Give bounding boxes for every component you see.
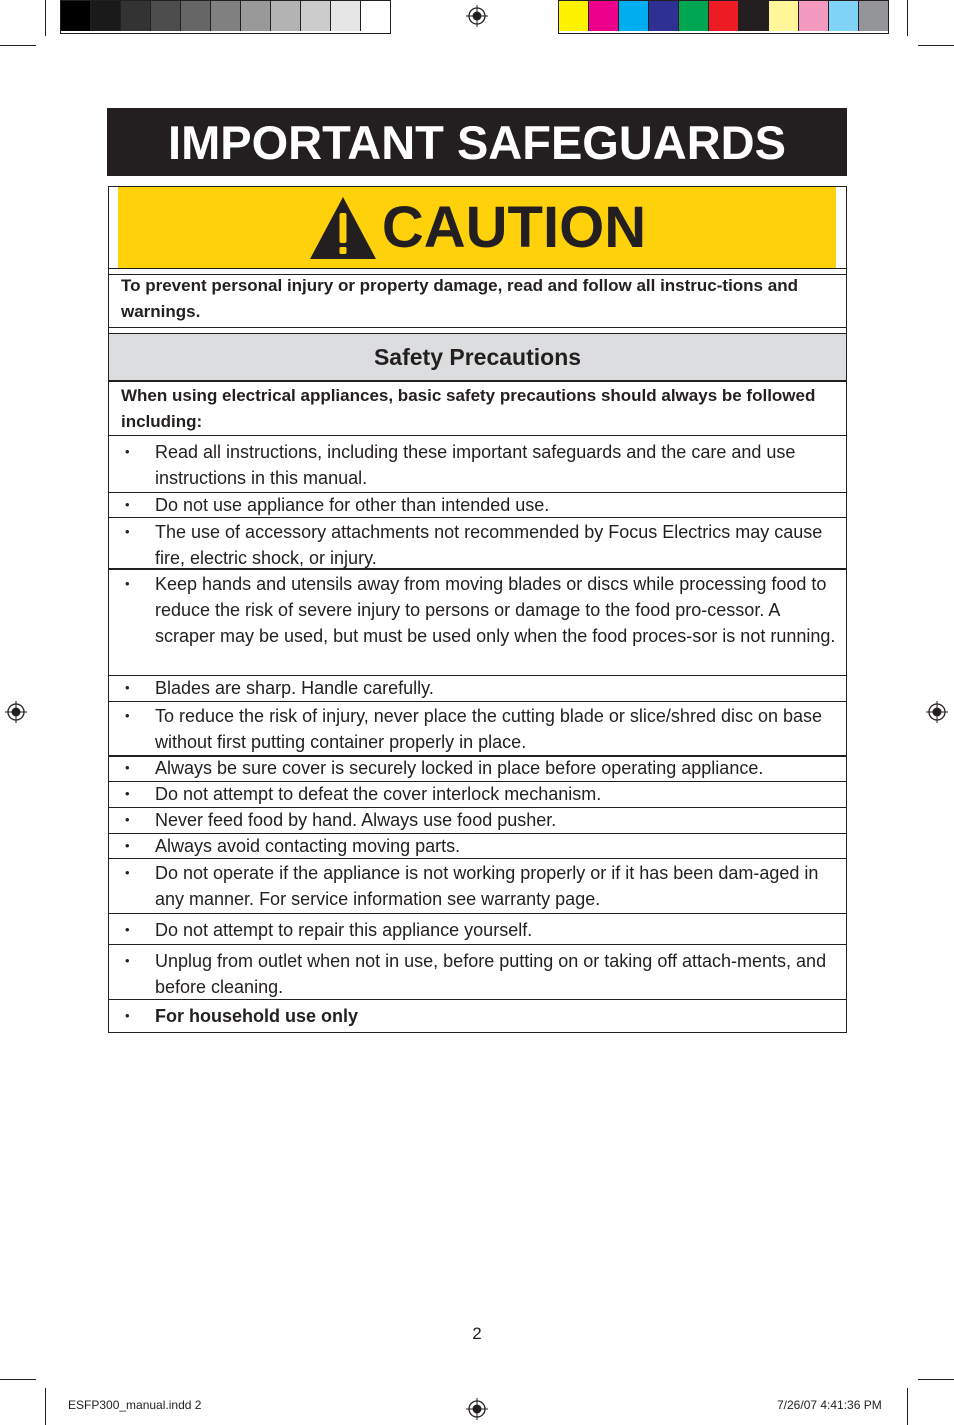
process-color-bar: [558, 0, 889, 34]
list-item-text: Keep hands and utensils away from moving blades or discs while processing food to reduce the risk of severe injury to persons or damage to the food pro-cessor. A scraper may be used, but must be used only when the food proces-sor is not running.: [155, 574, 836, 646]
caution-banner: [118, 187, 836, 268]
list-item-text: Always avoid contacting moving parts.: [155, 836, 461, 856]
list-item: [109, 569, 846, 675]
registration-mark-icon: [926, 701, 948, 723]
color-swatch: [301, 1, 331, 31]
color-swatch: [679, 1, 709, 31]
color-swatch: [589, 1, 619, 31]
bullet: •: [125, 786, 130, 801]
page-number: 2: [472, 1324, 482, 1343]
intro-warning: To prevent personal injury or property damage, read and follow all instruc-tions and warnings.: [121, 276, 798, 321]
bullet: •: [125, 1008, 130, 1023]
bullet: •: [125, 865, 130, 880]
warning-triangle-icon: [308, 195, 378, 261]
list-item-text: Unplug from outlet when not in use, before putting on or taking off attach-ments, and before cleaning.: [155, 951, 827, 997]
color-swatch: [619, 1, 649, 31]
color-swatch: [649, 1, 679, 31]
crop-mark: [0, 1379, 36, 1380]
color-swatch: [709, 1, 739, 31]
color-swatch: [769, 1, 799, 31]
color-swatch: [91, 1, 121, 31]
list-item: [109, 702, 846, 755]
registration-mark-icon: [466, 1398, 488, 1420]
crop-mark: [907, 1388, 908, 1425]
color-swatch: [829, 1, 859, 31]
bullet: •: [125, 497, 130, 512]
section-heading: Safety Precautions: [109, 333, 846, 381]
color-swatch: [241, 1, 271, 31]
divider: [109, 381, 846, 382]
section-lead: When using electrical appliances, basic safety precautions should always be followed including:: [121, 386, 816, 431]
bullet: •: [125, 760, 130, 775]
crop-mark: [918, 45, 954, 46]
crop-mark: [907, 0, 908, 36]
list-item: [109, 834, 846, 858]
page-title: IMPORTANT SAFEGUARDS: [107, 108, 847, 176]
bullet: •: [125, 524, 130, 539]
color-swatch: [151, 1, 181, 31]
list-item-text: Blades are sharp. Handle carefully.: [155, 678, 434, 698]
color-swatch: [121, 1, 151, 31]
color-swatch: [181, 1, 211, 31]
list-item: [109, 1000, 846, 1032]
list-item-text: To reduce the risk of injury, never place the cutting blade or slice/shred disc on base without first putting container properly in place.: [155, 706, 823, 752]
registration-mark-icon: [5, 701, 27, 723]
list-item: [109, 945, 846, 999]
list-item-text: Do not use appliance for other than intended use.: [155, 495, 550, 515]
list-item-text: For household use only: [155, 1006, 359, 1026]
color-swatch: [859, 1, 888, 31]
list-item: [109, 859, 846, 913]
list-item-text: Do not operate if the appliance is not working properly or if it has been dam-aged in any manner. For service information see warranty page.: [155, 863, 819, 909]
caution-label: CAUTION: [381, 195, 647, 260]
list-item: [109, 914, 846, 944]
color-swatch: [211, 1, 241, 31]
safety-box: [108, 186, 847, 1033]
crop-mark: [0, 45, 36, 46]
color-swatch: [61, 1, 91, 31]
list-item: [109, 518, 846, 568]
grayscale-color-bar: [60, 0, 391, 34]
color-swatch: [799, 1, 829, 31]
file-slug: ESFP300_manual.indd 2: [68, 1398, 202, 1412]
color-swatch: [331, 1, 361, 31]
bullet: •: [125, 953, 130, 968]
list-item: [109, 756, 846, 781]
list-item-text: The use of accessory attachments not recommended by Focus Electrics may cause fire, electric shock, or injury.: [155, 522, 823, 568]
bullet: •: [125, 680, 130, 695]
list-item-text: Do not attempt to repair this appliance yourself.: [155, 920, 533, 940]
list-item: [109, 436, 846, 492]
bullet: •: [125, 576, 130, 591]
list-item-text: Always be sure cover is securely locked in place before operating appliance.: [155, 758, 764, 778]
divider: [109, 327, 846, 328]
divider: [109, 268, 846, 269]
bullet: •: [125, 708, 130, 723]
color-swatch: [271, 1, 301, 31]
list-item: [109, 782, 846, 807]
bullet: •: [125, 812, 130, 827]
list-item-text: Read all instructions, including these important safeguards and the care and use instructions in this manual.: [155, 442, 796, 488]
crop-mark: [45, 0, 46, 36]
list-item: [109, 808, 846, 833]
list-item: [109, 676, 846, 701]
list-item: [109, 493, 846, 517]
color-swatch: [739, 1, 769, 31]
color-swatch: [559, 1, 589, 31]
crop-mark: [45, 1388, 46, 1425]
list-item-text: Never feed food by hand. Always use food pusher.: [155, 810, 557, 830]
crop-mark: [918, 1379, 954, 1380]
bullet: •: [125, 444, 130, 459]
color-swatch: [361, 1, 390, 31]
list-item-text: Do not attempt to defeat the cover interlock mechanism.: [155, 784, 602, 804]
timestamp-slug: 7/26/07 4:41:36 PM: [777, 1398, 882, 1412]
bullet: •: [125, 838, 130, 853]
registration-mark-icon: [466, 5, 488, 27]
bullet: •: [125, 922, 130, 937]
